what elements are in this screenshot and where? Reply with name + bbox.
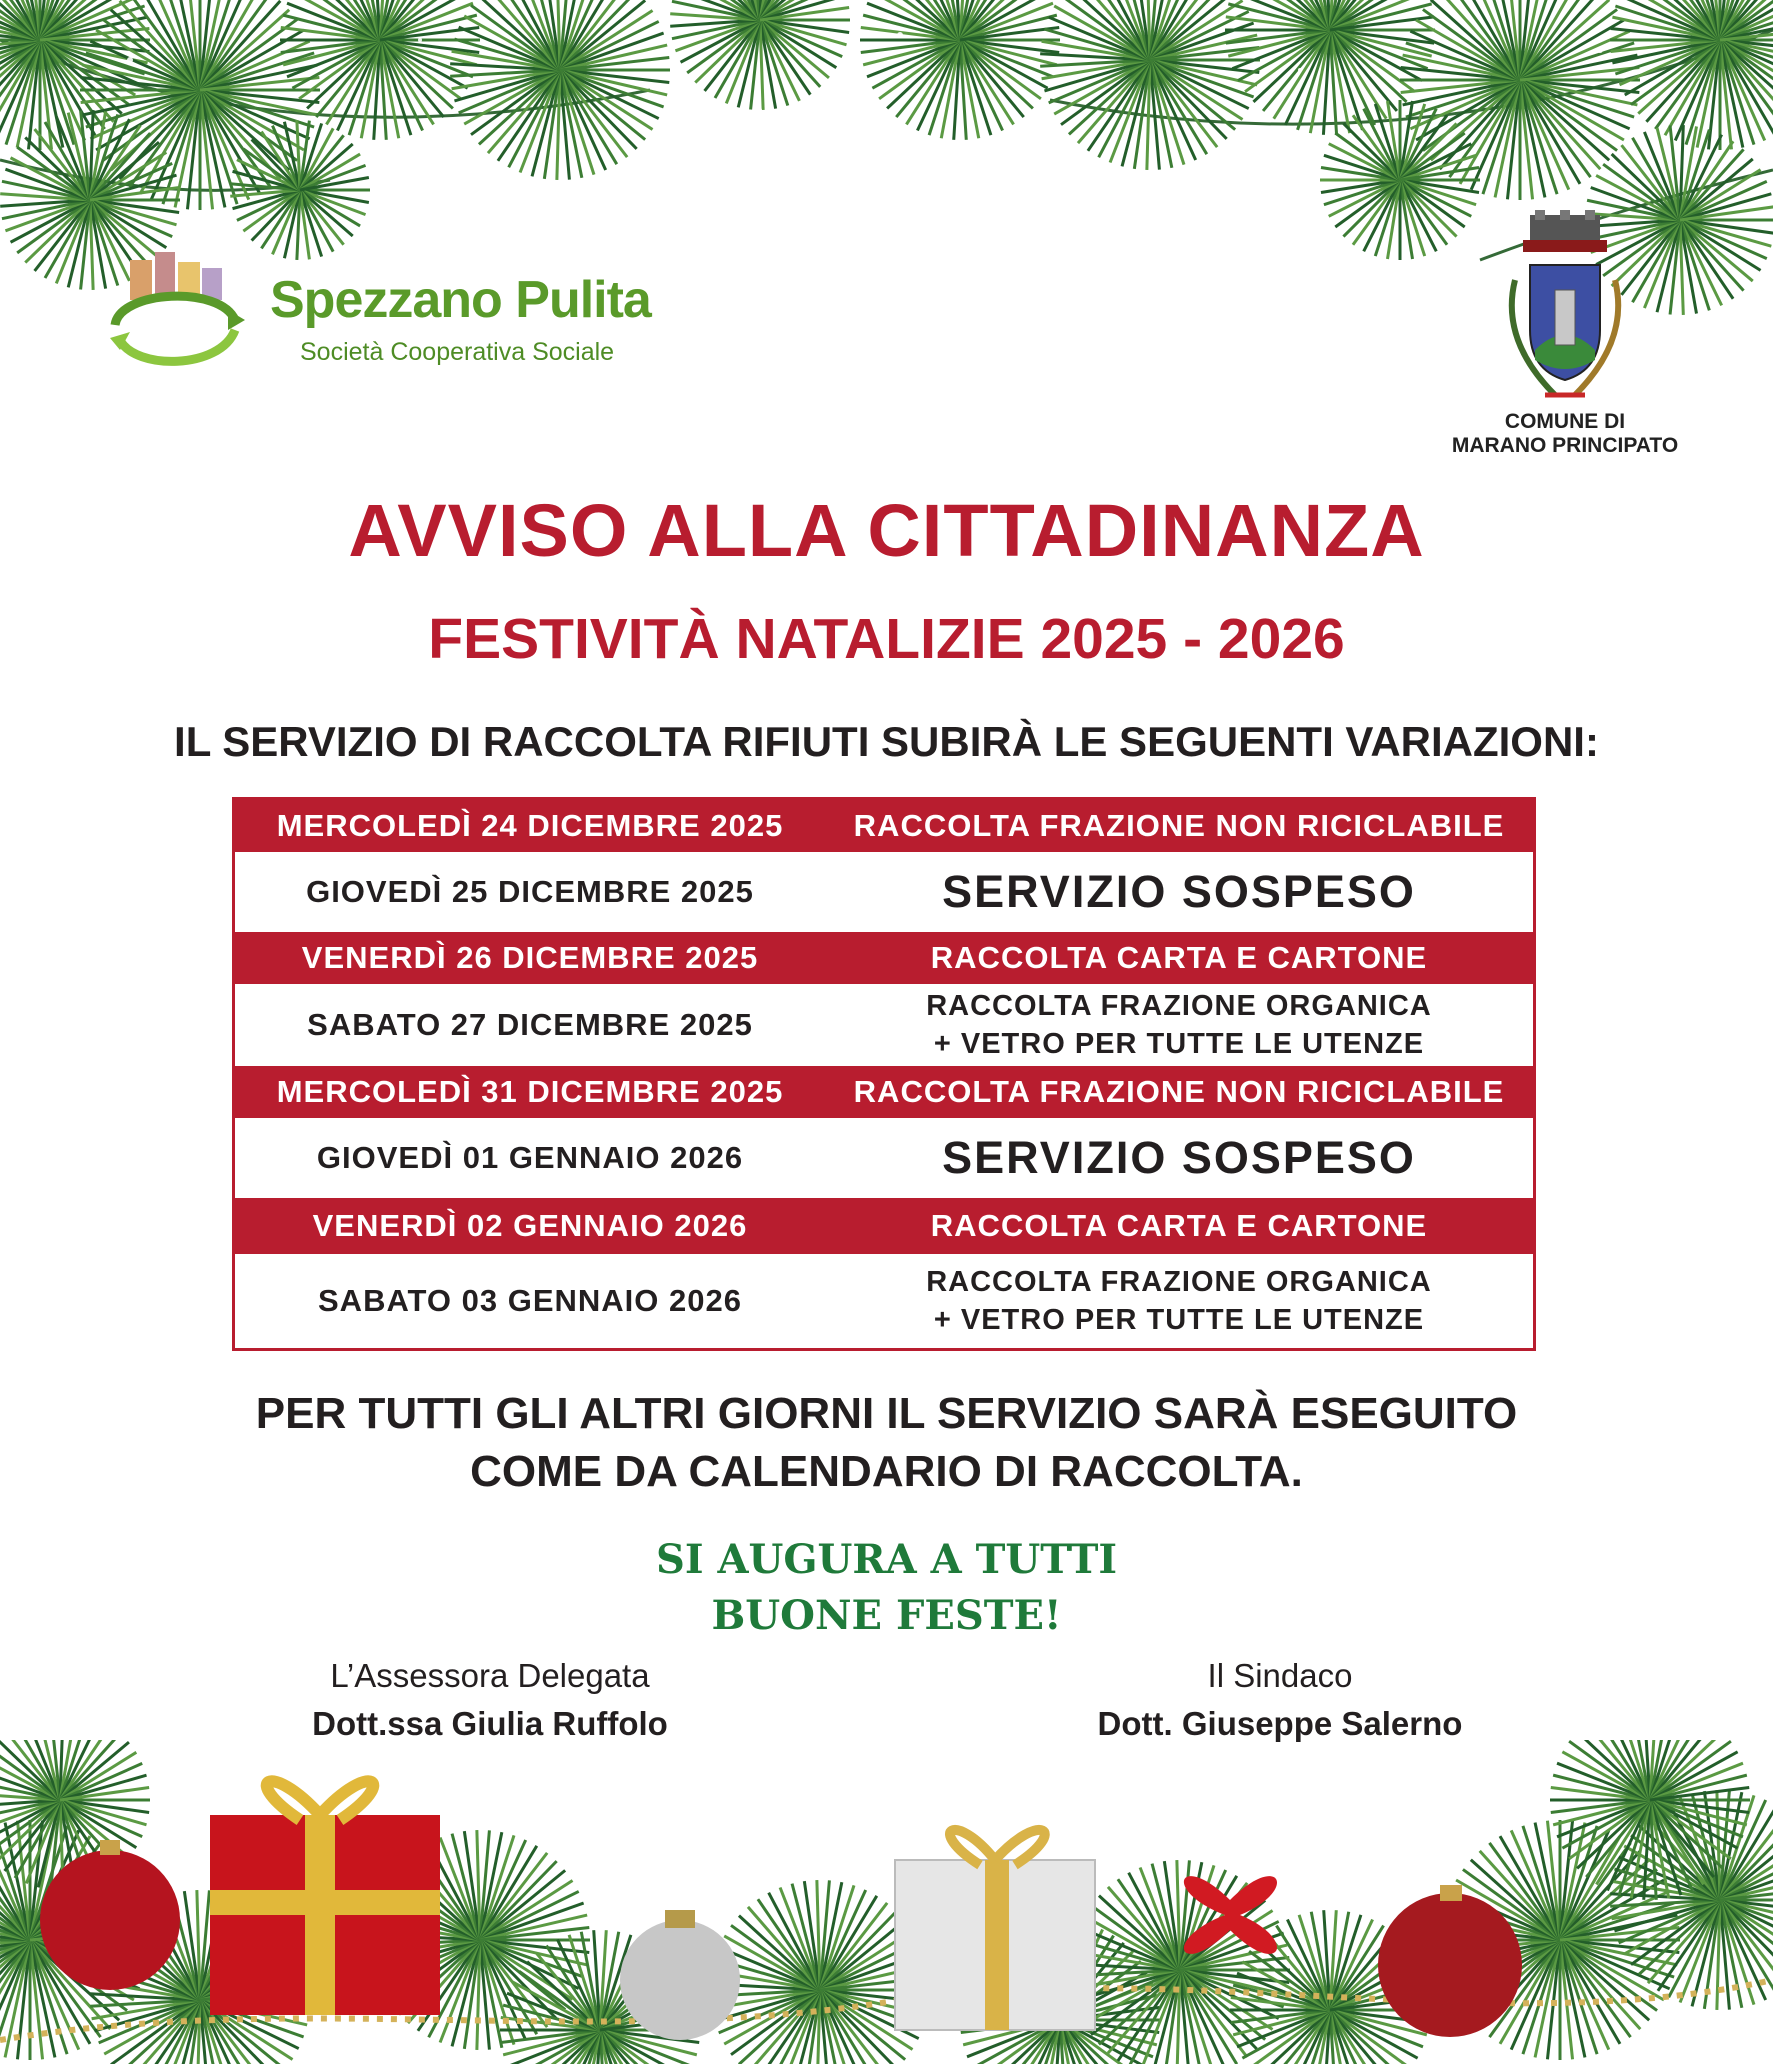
recycling-houses-logo-icon: [100, 250, 250, 380]
schedule-row: [235, 984, 1533, 1066]
schedule-activity: RACCOLTA FRAZIONE NON RICICLABILE: [853, 808, 1505, 843]
comune-crest: [1440, 210, 1690, 470]
schedule-date: GIOVEDÌ 25 DICEMBRE 2025: [306, 874, 754, 909]
signature-assessora: [230, 1652, 750, 1748]
holiday-wishes: [0, 1532, 1773, 1644]
schedule-date: SABATO 27 DICEMBRE 2025: [307, 1007, 753, 1042]
comune-label-line2: MARANO PRINCIPATO: [1451, 434, 1679, 457]
schedule-activity: SERVIZIO SOSPESO: [942, 866, 1416, 917]
signature-sindaco: [1020, 1652, 1540, 1748]
schedule-row: [235, 852, 1533, 932]
cooperative-subtitle: Società Cooperativa Sociale: [300, 338, 615, 366]
schedule-activity: RACCOLTA FRAZIONE ORGANICA + VETRO PER TUTTE LE UTENZE: [926, 1266, 1432, 1336]
schedule-activity: RACCOLTA FRAZIONE ORGANICA + VETRO PER TUTTE LE UTENZE: [926, 990, 1432, 1060]
signature-role: Il Sindaco: [1207, 1657, 1353, 1694]
wishes-line1: SI AUGURA A TUTTI: [655, 1536, 1118, 1583]
schedule-date: MERCOLEDÌ 31 DICEMBRE 2025: [276, 1074, 784, 1109]
page-title: AVVISO ALLA CITTADINANZA: [348, 489, 1425, 572]
schedule-date: VENERDÌ 26 DICEMBRE 2025: [301, 940, 759, 975]
schedule-row: [235, 1118, 1533, 1198]
schedule-activity: SERVIZIO SOSPESO: [942, 1132, 1416, 1183]
intro-text: IL SERVIZIO DI RACCOLTA RIFIUTI SUBIRÀ LE SEGUENTI VARIAZIONI:: [174, 718, 1599, 765]
schedule-row: [235, 1198, 1533, 1254]
schedule-date: VENERDÌ 02 GENNAIO 2026: [312, 1208, 748, 1243]
christmas-gifts-and-ornaments-icon: [0, 1740, 1773, 2064]
schedule-activity: RACCOLTA CARTA E CARTONE: [930, 940, 1428, 975]
cooperative-logo: [100, 240, 690, 390]
schedule-date: GIOVEDÌ 01 GENNAIO 2026: [316, 1140, 744, 1175]
schedule-table: [232, 797, 1536, 1351]
schedule-row: [235, 1066, 1533, 1118]
footer-line1: PER TUTTI GLI ALTRI GIORNI IL SERVIZIO SARÀ ESEGUITO: [255, 1389, 1518, 1438]
wishes-line2: BUONE FESTE!: [711, 1592, 1062, 1639]
cooperative-name: Spezzano Pulita: [270, 271, 651, 329]
schedule-row: [235, 800, 1533, 852]
signature-name: Dott.ssa Giulia Ruffolo: [312, 1705, 668, 1742]
footer-note: [0, 1385, 1773, 1501]
page-subtitle: FESTIVITÀ NATALIZIE 2025 - 2026: [428, 607, 1345, 671]
schedule-date: SABATO 03 GENNAIO 2026: [318, 1283, 742, 1318]
schedule-row: [235, 932, 1533, 984]
schedule-date: MERCOLEDÌ 24 DICEMBRE 2025: [276, 808, 784, 843]
comune-label-line1: COMUNE DI: [1504, 410, 1626, 433]
schedule-activity: RACCOLTA CARTA E CARTONE: [930, 1208, 1428, 1243]
municipal-crest-icon: [1485, 210, 1645, 410]
schedule-activity: RACCOLTA FRAZIONE NON RICICLABILE: [853, 1074, 1505, 1109]
footer-line2: COME DA CALENDARIO DI RACCOLTA.: [470, 1447, 1303, 1496]
signature-role: L’Assessora Delegata: [330, 1657, 650, 1694]
schedule-row: [235, 1254, 1533, 1348]
signature-name: Dott. Giuseppe Salerno: [1097, 1705, 1463, 1742]
